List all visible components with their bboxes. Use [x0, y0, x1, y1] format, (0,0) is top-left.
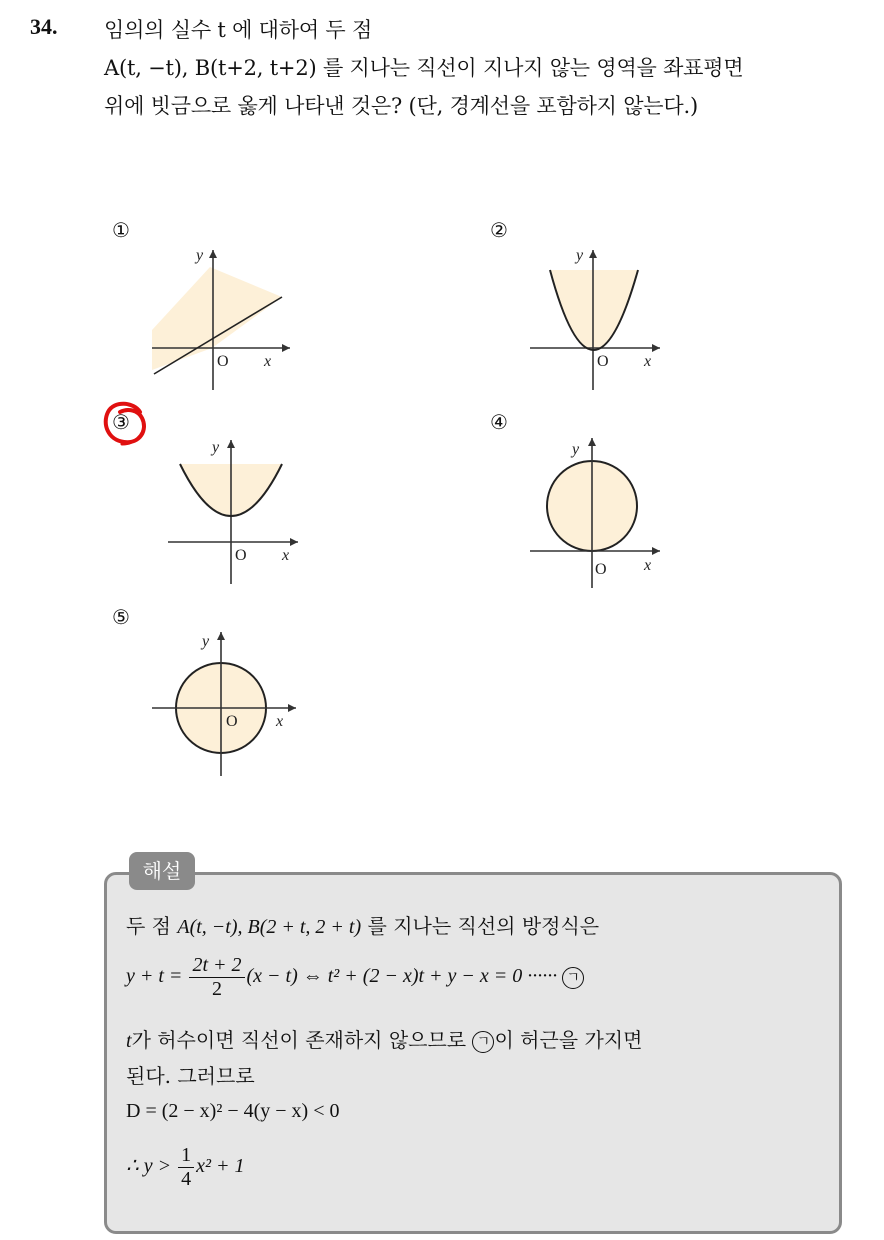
- solution-text: 이 허근을 가지면: [494, 1028, 643, 1052]
- y-axis-label: y: [202, 633, 210, 650]
- question-line-2: A(t, −t), B(t+2, t+2) 를 지나는 직선이 지나지 않는 영역을 좌표평면: [104, 56, 744, 80]
- y-axis-label: y: [196, 247, 204, 264]
- question-line-1: 임의의 실수 t 에 대하여 두 점: [104, 18, 373, 42]
- x-axis-label: x: [264, 353, 272, 370]
- solution-line-3: [126, 1024, 642, 1053]
- choice-label-4[interactable]: ④: [490, 410, 508, 434]
- conclusion-rhs: x² + 1: [196, 1155, 245, 1178]
- choice-label-3[interactable]: ③: [112, 410, 130, 434]
- x-axis-label: x: [282, 547, 290, 564]
- y-axis-label: y: [212, 439, 220, 456]
- origin-label: O: [595, 561, 607, 578]
- choice-graph-1[interactable]: [140, 240, 300, 400]
- x-axis-label: x: [644, 353, 652, 370]
- circled-giyeok-icon: ㄱ: [562, 967, 584, 989]
- equation-rest: (x − t) ⇔ t² + (2 − x)t + y − x = 0 ······: [246, 965, 558, 988]
- solution-line-1: [126, 910, 599, 939]
- conclusion-lhs: ∴ y >: [126, 1155, 172, 1178]
- origin-label: O: [597, 353, 609, 370]
- origin-label: O: [235, 547, 247, 564]
- origin-label: O: [226, 713, 238, 730]
- solution-text: 를 지나는 직선의 방정식은: [361, 914, 600, 938]
- solution-discriminant: D = (2 − x)² − 4(y − x) < 0: [126, 1100, 340, 1122]
- origin-label: O: [217, 353, 229, 370]
- answer-mark-icon: [100, 398, 152, 448]
- choice-label-2[interactable]: ②: [490, 218, 508, 242]
- equation-fraction: [189, 954, 244, 1001]
- fraction-denominator: 2: [211, 978, 222, 1000]
- variable-t: t: [126, 1030, 132, 1052]
- solution-tag: 해설: [129, 852, 195, 890]
- y-axis-label: y: [576, 247, 584, 264]
- question-line-3: 위에 빗금으로 옳게 나타낸 것은? (단, 경계선을 포함하지 않는다.): [104, 94, 698, 118]
- solution-equation: [126, 954, 584, 1001]
- x-axis-label: x: [644, 557, 652, 574]
- choice-graph-5[interactable]: [148, 628, 308, 788]
- choice-graph-3[interactable]: [158, 432, 318, 592]
- fraction-denominator: 4: [181, 1168, 192, 1190]
- x-axis-label: x: [276, 713, 284, 730]
- choice-graph-4[interactable]: [520, 432, 680, 592]
- choice-label-1[interactable]: ①: [112, 218, 130, 242]
- choice-graph-2[interactable]: [520, 240, 680, 400]
- circled-giyeok-icon: ㄱ: [472, 1031, 494, 1053]
- solution-conclusion: [126, 1144, 244, 1191]
- conclusion-fraction: [178, 1144, 194, 1191]
- solution-text: 두 점: [126, 914, 178, 938]
- equation-lhs: y + t =: [126, 965, 183, 988]
- solution-math: A(t, −t), B(2 + t, 2 + t): [177, 916, 362, 938]
- y-axis-label: y: [572, 441, 580, 458]
- fraction-numerator: 2t + 2: [189, 954, 244, 978]
- question-number: 34.: [30, 14, 58, 39]
- fraction-numerator: 1: [178, 1144, 194, 1168]
- solution-text: 가 허수이면 직선이 존재하지 않으므로: [131, 1028, 473, 1052]
- choice-label-5[interactable]: ⑤: [112, 605, 130, 629]
- solution-line-4: 된다. 그러므로: [126, 1064, 255, 1088]
